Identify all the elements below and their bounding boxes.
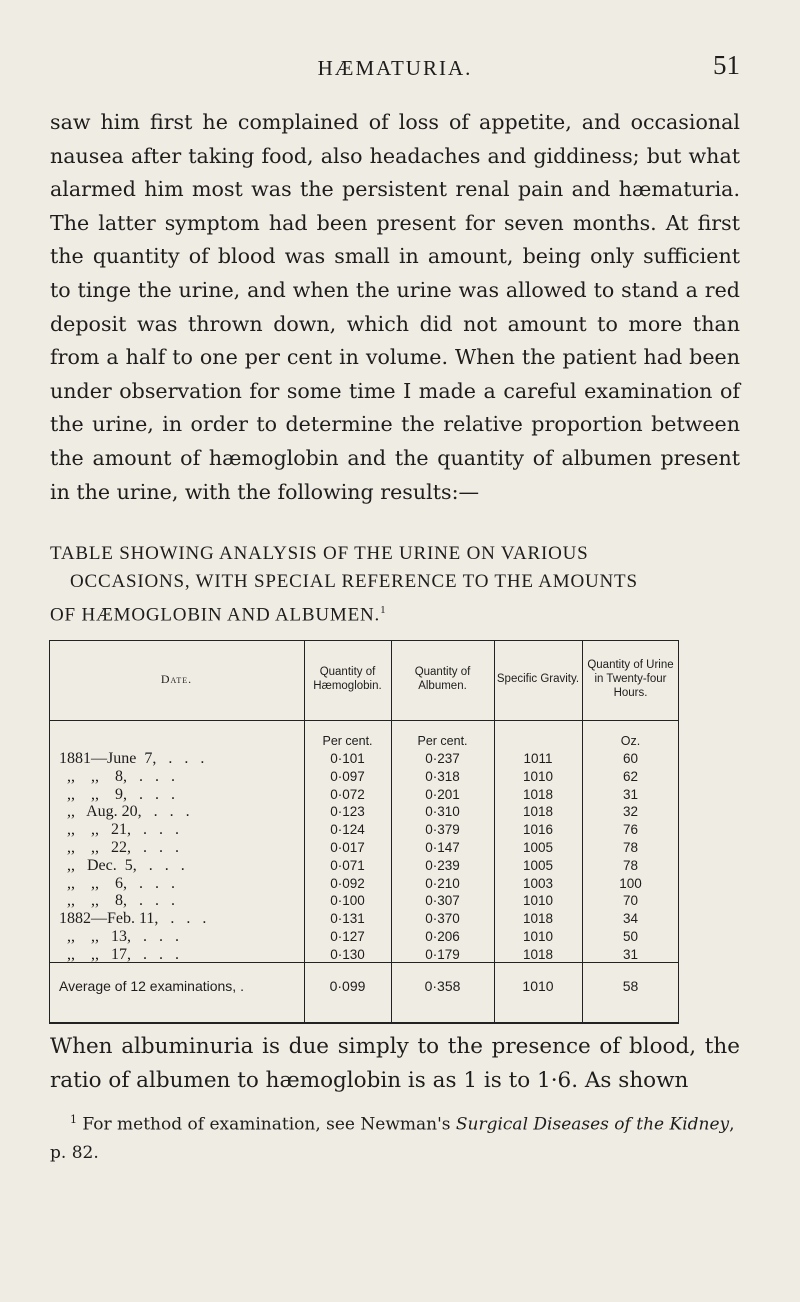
- table-cell-urine: 78: [622, 839, 639, 855]
- table-cell-gravity: 1018: [522, 786, 554, 802]
- table-cell-albumen: 0·318: [425, 768, 460, 784]
- table-cell-date: ,, ,, 22, . . .: [59, 838, 179, 856]
- table-cell-urine: 31: [622, 786, 639, 802]
- footnote-page: , p. 82.: [50, 1114, 735, 1163]
- table-cell-urine: 76: [622, 822, 639, 838]
- table-cell-haemoglobin: 0·123: [330, 804, 365, 820]
- gravity-column: [494, 750, 582, 964]
- header-urine: Quantity of Urine in Twenty-four Hours.: [587, 659, 674, 699]
- table-cell-haemoglobin: 0·131: [330, 911, 365, 927]
- table-cell-urine: 50: [622, 928, 639, 944]
- table-cell-albumen: 0·147: [425, 839, 460, 855]
- table-cell-haemoglobin: 0·130: [330, 946, 365, 962]
- table-cell-gravity: 1011: [523, 751, 553, 766]
- page-number: 51: [713, 50, 740, 80]
- table-cell-albumen: 0·179: [425, 946, 460, 962]
- footnote: [50, 1106, 740, 1167]
- following-paragraph: When albuminuria is due simply to the presence of blood, the ratio of albumen to hæmoglobin is as 1 is to 1·6. As shown: [50, 1034, 740, 1093]
- header-date: Date.: [160, 672, 193, 686]
- table-cell-gravity: 1010: [522, 893, 554, 909]
- table-cell-haemoglobin: 0·071: [330, 857, 365, 873]
- table-cell-date: ,, Dec. 5, . . .: [59, 856, 185, 874]
- table-cell-gravity: 1003: [522, 875, 554, 891]
- table-cell-haemoglobin: 0·017: [330, 839, 365, 855]
- table-cell-date: ,, Aug. 20, . . .: [59, 803, 190, 821]
- table-cell-urine: 100: [619, 875, 642, 891]
- table-border-bottom: [49, 1022, 679, 1024]
- table-cell-gravity: 1010: [522, 768, 554, 784]
- header-gravity: Specific Gravity.: [496, 673, 580, 685]
- table-cell-haemoglobin: 0·124: [330, 822, 365, 838]
- average-haemoglobin: 0·099: [329, 978, 366, 994]
- table-cell-albumen: 0·310: [425, 804, 460, 820]
- header-haemoglobin: Quantity of Hæmoglobin.: [313, 666, 382, 692]
- average-albumen: 0·358: [424, 978, 461, 994]
- table-cell-albumen: 0·307: [425, 893, 460, 909]
- table-caption: [50, 540, 740, 629]
- urine-analysis-table: [49, 640, 679, 1024]
- table-cell-date: 1881—June 7, . . .: [59, 750, 205, 767]
- table-cell-haemoglobin: 0·100: [330, 893, 365, 909]
- footnote-text: For method of examination, see Newman's: [82, 1114, 456, 1135]
- table-cell-urine: 60: [622, 751, 639, 766]
- table-cell-albumen: 0·370: [425, 911, 460, 927]
- header-rule: [49, 720, 679, 721]
- table-cell-albumen: 0·239: [425, 857, 460, 873]
- caption-line-1: TABLE SHOWING ANALYSIS OF THE URINE ON VARIOUS: [50, 543, 589, 564]
- table-cell-gravity: 1018: [522, 946, 554, 962]
- table-cell-date: ,, ,, 8, . . .: [59, 767, 175, 785]
- average-urine: 58: [622, 978, 639, 994]
- albumen-column: [391, 750, 494, 964]
- average-gravity: 1010: [522, 978, 554, 994]
- average-label: Average of 12 examinations, .: [59, 978, 244, 994]
- table-cell-urine: 31: [622, 946, 639, 962]
- caption-footnote-mark: 1: [380, 604, 387, 616]
- table-cell-albumen: 0·206: [425, 928, 460, 944]
- table-cell-haemoglobin: 0·072: [330, 786, 365, 802]
- table-cell-date: ,, ,, 6, . . .: [59, 874, 175, 892]
- table-cell-haemoglobin: 0·097: [330, 768, 365, 784]
- table-cell-urine: 34: [622, 911, 639, 927]
- table-cell-date: ,, ,, 21, . . .: [59, 821, 179, 839]
- table-cell-haemoglobin: 0·092: [330, 875, 365, 891]
- table-cell-albumen: 0·210: [425, 875, 460, 891]
- caption-line-3-text: OF HÆMOGLOBIN AND ALBUMEN.: [50, 604, 381, 626]
- table-border-top: [49, 640, 679, 641]
- table-cell-date: 1882—Feb. 11, . . .: [59, 910, 207, 928]
- table-cell-gravity: 1005: [522, 839, 554, 855]
- table-cell-urine: 78: [622, 857, 639, 873]
- table-cell-urine: 32: [622, 804, 639, 820]
- table-cell-haemoglobin: 0·101: [330, 751, 365, 766]
- haemoglobin-column: [304, 750, 391, 964]
- unit-haemoglobin: Per cent.: [322, 734, 373, 748]
- running-title: HÆMATURIA.: [317, 56, 473, 80]
- table-cell-albumen: 0·379: [425, 822, 460, 838]
- header-albumen: Quantity of Albumen.: [414, 666, 471, 692]
- unit-urine: Oz.: [620, 734, 641, 748]
- table-cell-albumen: 0·201: [425, 786, 460, 802]
- table-cell-haemoglobin: 0·127: [330, 928, 365, 944]
- footnote-mark: 1: [70, 1113, 77, 1126]
- caption-line-2: OCCASIONS, WITH SPECIAL REFERENCE TO THE AMOUNTS: [70, 571, 638, 592]
- table-cell-date: ,, ,, 13, . . .: [59, 927, 179, 945]
- table-cell-date: ,, ,, 8, . . .: [59, 892, 175, 910]
- table-cell-gravity: 1016: [522, 822, 554, 838]
- table-cell-date: ,, ,, 17, . . .: [59, 945, 179, 963]
- caption-line-3: [50, 596, 740, 629]
- table-cell-albumen: 0·237: [425, 751, 460, 766]
- running-head: [50, 50, 740, 90]
- date-column: [59, 750, 206, 964]
- body-paragraph: saw him first he complained of loss of appetite, and occasional nausea after taking food, also headaches and giddiness; but what alarmed him most was the persistent renal pain and hæmaturia. The latter symptom had been present for seven months. At first the quantity of blood was small in amount, being only sufficient to tinge the urine, and when the urine was allowed to stand a red deposit was thrown down, which did not amount to more than from a half to one per cent in volume. When the patient had been under observation for some time I made a careful examination of the urine, in order to determine the relative proportion between the amount of hæmoglobin and the quantity of albumen present in the urine, with the following results:—: [50, 110, 740, 504]
- footnote-book-title: Surgical Diseases of the Kidney: [455, 1114, 730, 1135]
- table-cell-gravity: 1018: [522, 911, 554, 927]
- urine-column: [582, 750, 679, 964]
- table-cell-gravity: 1010: [522, 928, 554, 944]
- table-cell-urine: 62: [622, 768, 639, 784]
- table-cell-date: ,, ,, 9, . . .: [59, 785, 175, 803]
- table-cell-gravity: 1005: [522, 857, 554, 873]
- table-cell-urine: 70: [622, 893, 639, 909]
- unit-albumen: Per cent.: [417, 734, 468, 748]
- table-cell-gravity: 1018: [522, 804, 554, 820]
